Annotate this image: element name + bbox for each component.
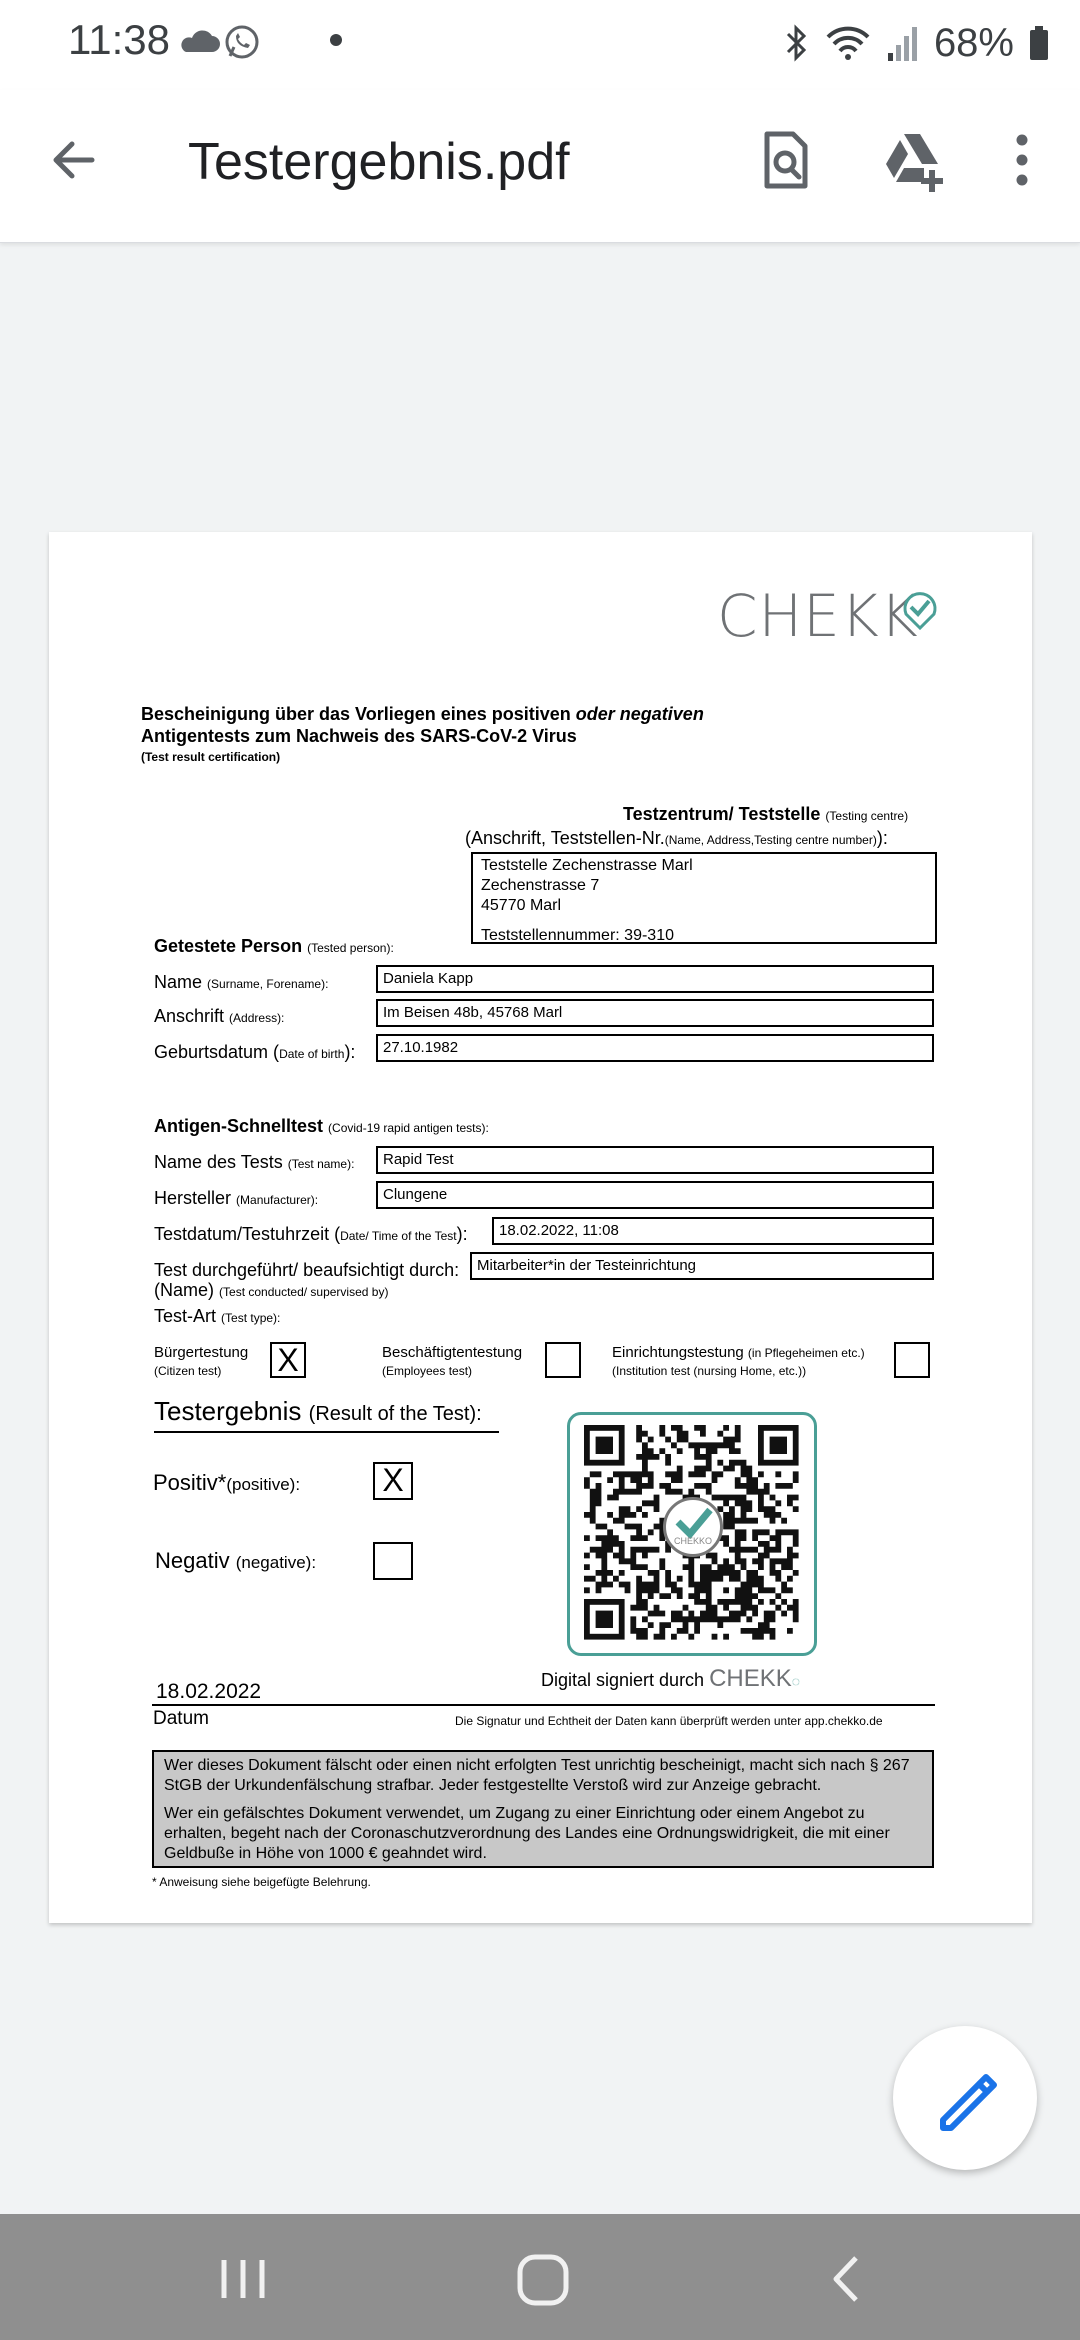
type-citizen-checkbox: X: [270, 1342, 306, 1378]
type-institution-en: (Institution test (nursing Home, etc.)): [612, 1364, 807, 1378]
centre-title: [623, 804, 908, 825]
notification-dot: [330, 34, 342, 46]
signed-label-text: Digital signiert durch: [541, 1670, 705, 1690]
testtype-label-text: Test-Art: [154, 1306, 217, 1326]
qr-badge-text: CHEKKO: [674, 1536, 713, 1546]
conducted-field: Mitarbeiter*in der Testeinrichtung: [470, 1252, 934, 1280]
dob-label-en: Date of birth: [279, 1047, 345, 1061]
manufacturer-label-text: Hersteller: [154, 1188, 232, 1208]
positive-checkbox: X: [373, 1462, 413, 1500]
datetime-label-close: ):: [456, 1224, 468, 1244]
logo-pin-icon: [899, 588, 941, 634]
antigen-title-en: (Covid-19 rapid antigen tests):: [328, 1121, 489, 1135]
edit-pencil-icon: [893, 2026, 1037, 2170]
drive-add-icon[interactable]: [876, 124, 948, 196]
positive-label-text: Positiv*: [153, 1470, 227, 1495]
type-institution-checkbox: [894, 1342, 930, 1378]
result-title: [154, 1396, 499, 1433]
back-arrow-icon[interactable]: [44, 130, 104, 190]
result-title-en: (Result of the Test):: [308, 1403, 482, 1425]
centre-address-label-en: (Name, Address,Testing centre number): [664, 833, 877, 847]
centre-line-3: 45770 Marl: [481, 897, 562, 914]
signed-logo: CHEKK: [709, 1665, 792, 1692]
conducted-label-en: (Test conducted/ supervised by): [219, 1285, 389, 1299]
verify-note: Die Signatur und Echtheit der Daten kann überprüft werden unter app.chekko.de: [455, 1714, 883, 1728]
app-bar: [0, 90, 1080, 243]
signal-icon: [886, 23, 920, 63]
warning-box: [152, 1750, 934, 1868]
conducted-label: Test durchgeführt/ beaufsichtigt durch:: [154, 1260, 460, 1280]
centre-number: Teststellennummer: 39-310: [481, 927, 674, 944]
bluetooth-icon: [784, 23, 810, 63]
negative-checkbox: [373, 1542, 413, 1580]
conducted-label-2-text: (Name): [154, 1280, 215, 1300]
date-value: 18.02.2022: [156, 1680, 262, 1703]
system-nav-bar: [0, 2214, 1080, 2340]
heading-line-2: Antigentests zum Nachweis des SARS-CoV-2 Virus: [141, 726, 577, 746]
result-title-text: Testergebnis: [154, 1396, 302, 1426]
positive-label-en: (positive):: [226, 1475, 301, 1494]
signed-label: [541, 1665, 800, 1693]
person-title: [154, 936, 394, 957]
qr-finder: [596, 1437, 613, 1454]
dob-field: 27.10.1982: [376, 1034, 934, 1062]
address-field: Im Beisen 48b, 45768 Marl: [376, 999, 934, 1027]
testname-field: Rapid Test: [376, 1146, 934, 1174]
person-title-en: (Tested person):: [307, 941, 394, 955]
datetime-label: [154, 1224, 468, 1245]
heading-emphasis: oder negativen: [575, 704, 704, 724]
centre-address-label-close: ):: [876, 828, 888, 848]
edit-fab-button[interactable]: [893, 2026, 1037, 2170]
centre-address-box: [471, 852, 937, 944]
address-label: [154, 1006, 284, 1027]
manufacturer-label-en: (Manufacturer):: [236, 1193, 319, 1207]
dob-label: [154, 1042, 355, 1063]
centre-title-en: (Testing centre): [825, 809, 909, 823]
name-field: Daniela Kapp: [376, 965, 934, 993]
conducted-label-2: [154, 1280, 388, 1301]
qr-badge: [663, 1497, 723, 1557]
document-title: Testergebnis.pdf: [188, 133, 570, 191]
date-label: Datum: [153, 1708, 209, 1729]
person-title-text: Getestete Person: [154, 936, 303, 956]
name-label: [154, 972, 328, 993]
antigen-title: [154, 1116, 489, 1137]
whatsapp-icon: [227, 27, 257, 57]
type-institution-label-suffix: (in Pflegeheimen etc.): [747, 1346, 865, 1360]
type-institution-label: [612, 1344, 865, 1361]
negative-label-text: Negativ: [155, 1548, 230, 1573]
centre-title-text: Testzentrum/ Teststelle: [623, 804, 821, 824]
nav-back-icon[interactable]: [812, 2244, 882, 2314]
heading-subtitle: (Test result certification): [141, 750, 281, 764]
heading-line-1: [141, 704, 704, 725]
dob-label-close: ):: [344, 1042, 356, 1062]
positive-label: [153, 1470, 300, 1496]
qr-code-frame: [567, 1412, 817, 1656]
testname-label-text: Name des Tests: [154, 1152, 283, 1172]
home-icon[interactable]: [509, 2244, 579, 2314]
type-institution-label-text: Einrichtungstestung: [612, 1344, 744, 1361]
centre-line-2: Zechenstrasse 7: [481, 877, 600, 894]
footnote: * Anweisung siehe beigefügte Belehrung.: [152, 1875, 371, 1889]
address-label-en: (Address):: [229, 1011, 285, 1025]
pdf-page: [49, 532, 1032, 1923]
wifi-icon: [824, 23, 872, 63]
recents-icon[interactable]: [208, 2244, 278, 2314]
dob-label-text: Geburtsdatum (: [154, 1042, 280, 1062]
type-employees-en: (Employees test): [382, 1364, 473, 1378]
heading-line-1-text: Bescheinigung über das Vorliegen eines positiven: [141, 704, 576, 724]
type-employees-label: Beschäftigtentestung: [382, 1344, 523, 1361]
type-citizen-en: (Citizen test): [154, 1364, 222, 1378]
signed-logo-pin: ◌: [791, 1673, 801, 1689]
negative-label: [155, 1548, 316, 1574]
negative-label-en: (negative):: [235, 1553, 317, 1572]
manufacturer-label: [154, 1188, 318, 1209]
battery-percent: 68%: [933, 20, 1014, 65]
notification-icons: [178, 22, 268, 67]
type-citizen-label: Bürgertestung: [154, 1344, 249, 1361]
datetime-label-en: Date/ Time of the Test: [340, 1229, 457, 1243]
testname-label-en: (Test name):: [287, 1157, 355, 1171]
testtype-label: [154, 1306, 280, 1327]
qr-finder: [770, 1437, 787, 1454]
centre-line-1: Teststelle Zechenstrasse Marl: [481, 857, 693, 874]
date-line: [152, 1704, 935, 1706]
type-employees-checkbox: [545, 1342, 581, 1378]
qr-finder: [596, 1611, 613, 1628]
antigen-title-text: Antigen-Schnelltest: [154, 1116, 324, 1136]
status-bar: [0, 0, 1080, 90]
status-time: 11:38: [68, 16, 170, 63]
search-document-icon[interactable]: [749, 124, 821, 196]
testname-label: [154, 1152, 354, 1173]
address-label-text: Anschrift: [154, 1006, 225, 1026]
battery-icon: [1028, 23, 1050, 63]
manufacturer-field: Clungene: [376, 1181, 934, 1209]
warning-text-2: Wer ein gefälschtes Dokument verwendet, um Zugang zu einer Einrichtung oder einem Angebot zu erhalten, begeht nach der Coronaschutzverordnung des Landes eine Ordnungswidrigkeit, die mit einer Geldbuße in Höhe von 1000 € geahndet wird.: [164, 1805, 890, 1862]
name-label-text: Name: [154, 972, 203, 992]
chekko-logo: CHEKK: [717, 582, 919, 650]
centre-address-label-text: (Anschrift, Teststellen-Nr.: [465, 828, 665, 848]
datetime-label-text: Testdatum/Testuhrzeit (: [154, 1224, 341, 1244]
centre-address-label: [465, 828, 888, 849]
more-vert-icon[interactable]: [986, 124, 1058, 196]
name-label-en: (Surname, Forename):: [207, 977, 329, 991]
system-icons: [784, 18, 1050, 68]
cloud-icon: [181, 30, 220, 52]
warning-text-1: Wer dieses Dokument fälscht oder einen nicht erfolgten Test unrichtig bescheinigt, macht sich nach § 267 StGB der Urkundenfälschung strafbar. Jeder festgestellte Verstoß wird zur Anzeige gebracht.: [164, 1757, 910, 1794]
datetime-field: 18.02.2022, 11:08: [492, 1217, 934, 1245]
testtype-label-en: (Test type):: [221, 1311, 281, 1325]
